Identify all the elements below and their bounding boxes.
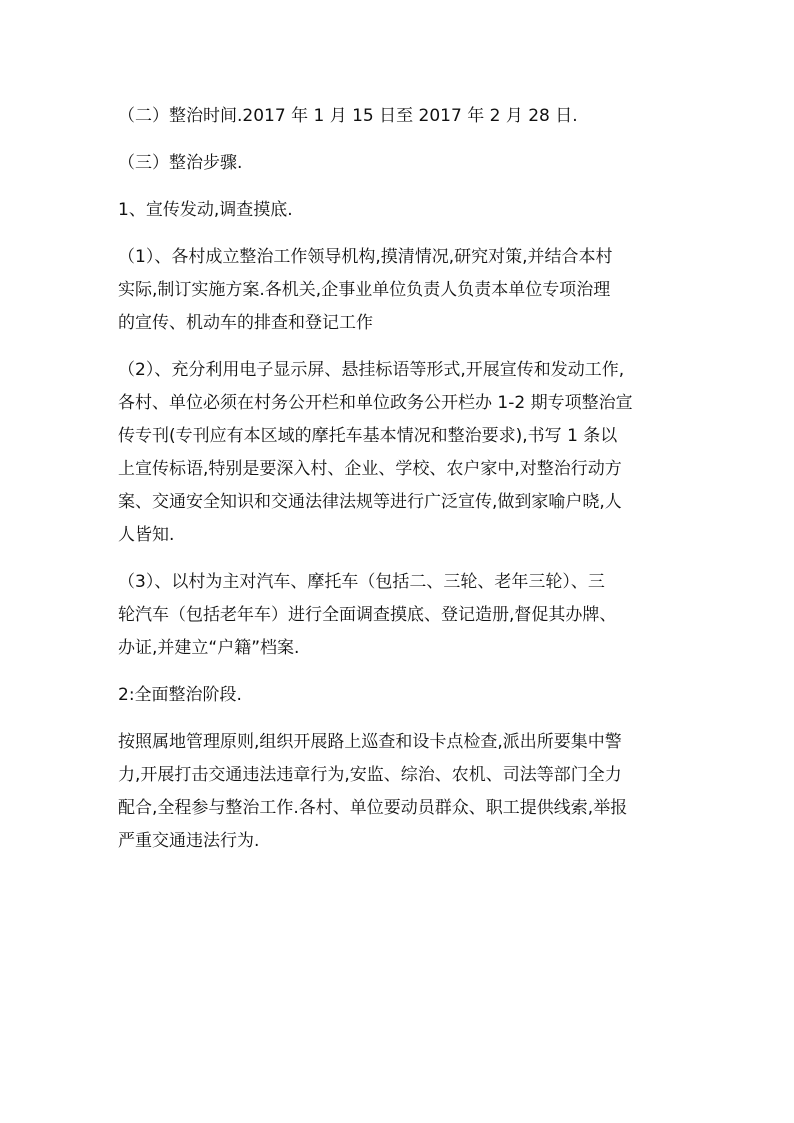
paragraph-step-1-heading bbox=[118, 194, 680, 227]
text-line: 实际,制订实施方案.各机关,企事业单位负责人负责本单位专项治理 bbox=[118, 280, 611, 300]
text-line: 轮汽车（包括老年车）进行全面调查摸底、登记造册,督促其办牌、 bbox=[118, 605, 617, 625]
text-line: 按照属地管理原则,组织开展路上巡查和设卡点检查,派出所要集中警 bbox=[118, 732, 622, 752]
text-line: （二）整治时间.2017 年 1 月 15 日至 2017 年 2 月 28 日. bbox=[118, 106, 578, 126]
text-line: （1）、各村成立整治工作领导机构,摸清情况,研究对策,并结合本村 bbox=[118, 247, 613, 267]
paragraph-steps-heading bbox=[118, 147, 680, 180]
text-line: （3）、以村为主对汽车、摩托车（包括二、三轮、老年三轮）、三 bbox=[118, 572, 605, 592]
text-line: 各村、单位必须在村务公开栏和单位政务公开栏办 1-2 期专项整治宣 bbox=[118, 393, 633, 413]
paragraph-item-3 bbox=[118, 566, 680, 665]
text-line: 传专刊(专刊应有本区域的摩托车基本情况和整治要求),书写 1 条以 bbox=[118, 426, 618, 446]
paragraph-item-1 bbox=[118, 241, 680, 340]
text-line: 上宣传标语,特别是要深入村、企业、学校、农户家中,对整治行动方 bbox=[118, 459, 622, 479]
text-line: 办证,并建立“户籍”档案. bbox=[118, 638, 300, 658]
text-line: 2:全面整治阶段. bbox=[118, 685, 242, 705]
paragraph-enforcement bbox=[118, 726, 680, 858]
text-line: （三）整治步骤. bbox=[118, 153, 243, 173]
text-line: 的宣传、机动车的排查和登记工作 bbox=[118, 313, 373, 333]
paragraph-schedule bbox=[118, 100, 680, 133]
document-body bbox=[118, 100, 680, 858]
text-line: 配合,全程参与整治工作.各村、单位要动员群众、职工提供线索,举报 bbox=[118, 798, 628, 818]
text-line: 1、宣传发动,调查摸底. bbox=[118, 200, 293, 220]
text-line: 力,开展打击交通违法违章行为,安监、综治、农机、司法等部门全力 bbox=[118, 765, 622, 785]
text-line: 严重交通违法行为. bbox=[118, 831, 260, 851]
text-line: 案、交通安全知识和交通法律法规等进行广泛宣传,做到家喻户晓,人 bbox=[118, 492, 622, 512]
paragraph-item-2 bbox=[118, 354, 680, 552]
text-line: （2）、充分利用电子显示屏、悬挂标语等形式,开展宣传和发动工作, bbox=[118, 360, 625, 380]
text-line: 人皆知. bbox=[118, 525, 175, 545]
paragraph-step-2-heading bbox=[118, 679, 680, 712]
